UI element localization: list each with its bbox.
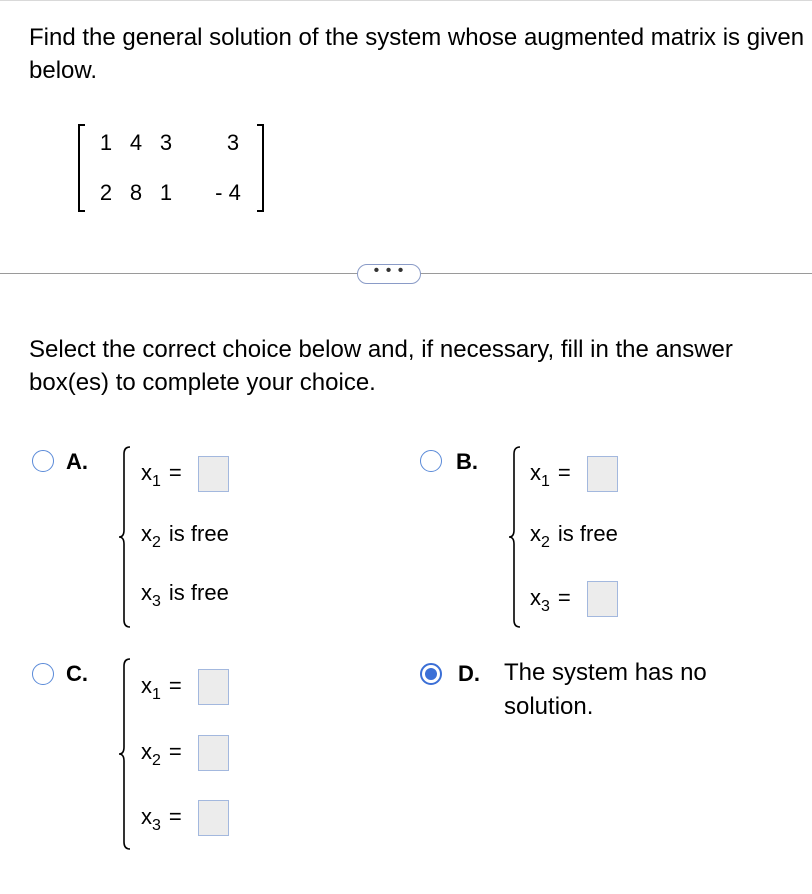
option-a-x1-input[interactable] [198, 456, 229, 492]
option-c-x1-label: $x_1$ = [141, 673, 182, 703]
option-c-letter: C. [66, 661, 88, 686]
option-d-letter: D. [458, 661, 480, 686]
matrix-left-bracket [78, 124, 85, 212]
matrix-cell: 4 [129, 130, 143, 155]
matrix-cell: 3 [226, 130, 240, 155]
augmented-matrix [78, 120, 264, 214]
option-c-x2-label: $x_2$ = [141, 739, 182, 769]
matrix-cell: 3 [159, 130, 173, 155]
option-b-brace [508, 446, 522, 628]
option-b-letter: B. [456, 449, 478, 474]
matrix-right-bracket [257, 124, 264, 212]
option-a-letter: A. [66, 449, 88, 474]
option-a-x3-label: $x_3$ is free [141, 580, 229, 610]
instructions-text: Select the correct choice below and, if necessary, fill in the answer box(es) to complete your choice. [29, 336, 733, 396]
top-border [0, 0, 812, 1]
matrix-cell: - 4 [215, 180, 241, 205]
option-b-x3-label: $x_3$ = [530, 585, 571, 615]
matrix-cell: 1 [99, 130, 113, 155]
option-a-brace [118, 446, 132, 628]
option-c-x3-label: $x_3$ = [141, 804, 182, 834]
matrix-cell: 1 [159, 180, 173, 205]
expand-more-button[interactable]: • • • [357, 264, 421, 284]
question-text: Find the general solution of the system whose augmented matrix is given below. [29, 24, 805, 84]
option-d-radio[interactable] [420, 663, 442, 685]
option-c-radio[interactable] [32, 663, 54, 685]
option-c-brace [118, 658, 132, 850]
matrix-cell: 2 [99, 180, 113, 205]
option-a-radio[interactable] [32, 450, 54, 472]
option-b-x2-label: $x_2$ is free [530, 521, 618, 551]
option-a-x2-label: $x_2$ is free [141, 521, 229, 551]
option-b-x1-input[interactable] [587, 456, 618, 492]
option-c-x2-input[interactable] [198, 735, 229, 771]
option-c-x3-input[interactable] [198, 800, 229, 836]
option-b-x1-label: $x_1$ = [530, 460, 571, 490]
matrix-cell: 8 [129, 180, 143, 205]
option-c-x1-input[interactable] [198, 669, 229, 705]
option-b-radio[interactable] [420, 450, 442, 472]
option-a-x1-label: $x_1$ = [141, 460, 182, 490]
option-d-text: The system has no solution. [504, 659, 707, 720]
option-b-x3-input[interactable] [587, 581, 618, 617]
